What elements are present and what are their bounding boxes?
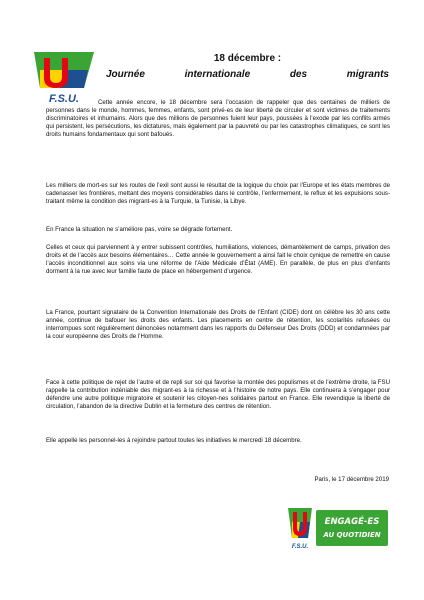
engagees-badge <box>286 504 390 556</box>
heading-title <box>106 68 389 81</box>
paragraph-text: Face à cette politique de rejet de l’autre et de repli sur soi qui favorise la montée des populismes et de l’extrême droite, la FSU rappelle la contribution indéniable des migrant-es à la richesse et à l’histoire de notre pays. Elle continuera à s’engager pour défendre une autre politique migratoire et soutenir les citoyen-nes solidaires partout en France. Elle revendique la liberté de circulation, l’abandon de la directive Dublin et la fermeture des centres de rétention. <box>46 379 390 411</box>
document-heading <box>106 52 389 81</box>
paragraph-text: La France, pourtant signataire de la Convention Internationale des Droits de l’Enfant (CIDE) dont on célèbre les 30 ans cette année, continue de bafouer les droits des enfants. Les placements en centre de rétention, les scolarités refusées ou interrompues sont régulièrement dénoncées notamment dans les rapports du Défenseur Des Droits (DDD) et condamnées par la cour européenne des Droits de l’Homme. <box>46 309 390 341</box>
paragraph-appel <box>46 437 390 445</box>
signature-date: Paris, le 17 décembre 2019 <box>314 476 389 483</box>
heading-title-word: internationale <box>184 69 251 80</box>
paragraph-text: Elle appelle les personnel-les à rejoindre partout toutes les initiatives le mercredi 18 décembre. <box>46 437 302 444</box>
paragraph-exil <box>46 182 390 206</box>
paragraph-controles <box>46 244 390 276</box>
paragraph-text: Les milliers de mort-es sur les routes de l’exil sont aussi le résultat de la logique du choix par l’Europe et les états membres de cadenasser les frontières, mettant des moyens considérables dans le contrôle, l’enfermement, le reflux et les expulsions sous-traitant même la condition des migrant-es à la Turquie, la Tunisie, la Libye. <box>46 182 390 206</box>
badge-line-1: ENGAGÉ-ES <box>324 517 380 527</box>
paragraph-text: Celles et ceux qui parviennent à y entrer subissent contrôles, humiliations, violences, démantèlement de camps, privation des droits et de l’accès aux besoins élémentaires… Cette année le gouvernement a ainsi fait le choix cynique de remettre en cause l’accès inconditionnel aux soins via une réforme de l’Aide Médicale d’État (AME). En parallèle, de plus en plus d’enfants dorment à la rue avec leur famille faute de place en hébergement d’urgence. <box>46 244 390 276</box>
badge-fsu-text: F.S.U. <box>291 544 309 550</box>
fsu-logo-text: F.S.U. <box>49 93 79 105</box>
heading-title-word: des <box>289 69 308 80</box>
badge-line-2: AU QUOTIDIEN <box>323 531 381 539</box>
heading-title-word: migrants <box>346 69 389 80</box>
paragraph-fsu <box>46 379 390 411</box>
paragraph-cide <box>46 309 390 341</box>
paragraph-text: Cette année encore, le 18 décembre sera l’occasion de rappeler que des centaines de milliers de personnes dans le monde, hommes, femmes, enfants, sont privé-es de leur liberté de circuler et sont victimes de traitements discriminatoires et inhumains. Alors que des millions de personnes fuient leur pays, poussées à l’exode par les conflits armés qui persistent, les persécutions, les dictatures, mais également par la pauvreté ou par les catastrophes climatiques, ce sont les droits humains fondamentaux qui sont bafoués. <box>46 99 390 139</box>
paragraph-intro <box>46 99 390 139</box>
paragraph-text: En France la situation ne s’améliore pas, voire se dégrade fortement. <box>46 226 233 233</box>
heading-date: 18 décembre : <box>213 53 282 64</box>
heading-title-word: Journée <box>106 69 145 80</box>
paragraph-france <box>46 226 390 234</box>
